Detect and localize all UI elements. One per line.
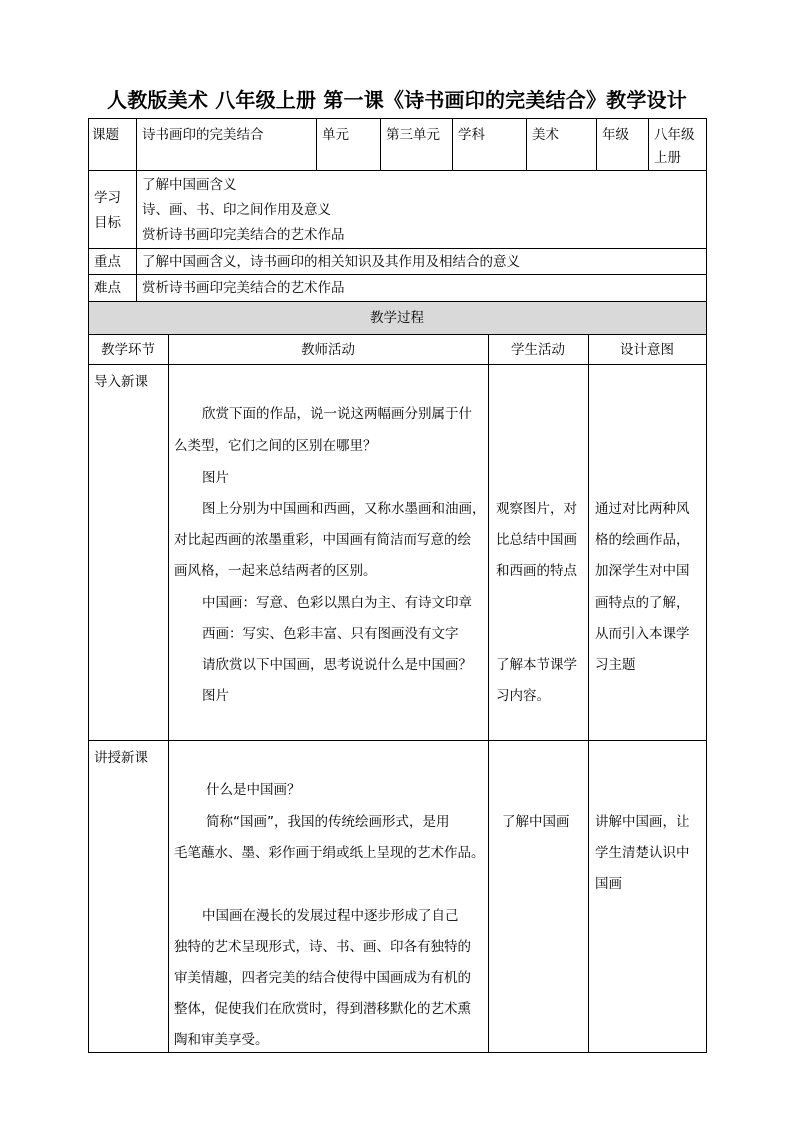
teacher-line: 中国画在漫长的发展过程中逐步形成了自己 bbox=[202, 908, 459, 924]
teacher-line: 中国画：写意、色彩以黑白为主、有诗文印章 bbox=[202, 595, 472, 611]
intent-line: 通过对比两种风 bbox=[595, 501, 690, 517]
unit-value: 第三单元 bbox=[386, 127, 440, 143]
objective-item: 了解中国画含义 bbox=[142, 177, 237, 193]
table-border bbox=[706, 118, 707, 1053]
table-border bbox=[88, 1052, 706, 1053]
table-border bbox=[88, 170, 706, 171]
teacher-line: 图片 bbox=[202, 470, 229, 486]
stage-label: 导入新课 bbox=[94, 374, 148, 390]
table-border bbox=[136, 118, 137, 301]
unit-label: 单元 bbox=[322, 127, 349, 143]
column-header: 教师活动 bbox=[301, 342, 355, 358]
objectives-label-2: 目标 bbox=[94, 215, 121, 231]
table-border bbox=[316, 118, 317, 170]
table-border bbox=[380, 118, 381, 170]
table-border bbox=[488, 334, 489, 1053]
document-title: 人教版美术 八年级上册 第一课《诗书画印的完美结合》教学设计 bbox=[107, 88, 687, 112]
teacher-line: 么类型，它们之间的区别在哪里？ bbox=[174, 438, 377, 454]
course-label: 课题 bbox=[92, 127, 119, 143]
table-border bbox=[168, 334, 169, 1053]
teacher-line: 图上分别为中国画和西画，又称水墨画和油画， bbox=[202, 501, 486, 517]
intent-line: 加深学生对中国 bbox=[595, 563, 690, 579]
table-border bbox=[88, 740, 706, 741]
teacher-line: 整体，促使我们在欣赏时，得到潜移默化的艺术熏 bbox=[174, 1001, 471, 1017]
table-border bbox=[88, 248, 706, 249]
table-border bbox=[88, 334, 706, 335]
grade-label: 年级 bbox=[602, 127, 629, 143]
table-border bbox=[88, 118, 706, 119]
teacher-line: 独特的艺术呈现形式，诗、书、画、印各有独特的 bbox=[174, 939, 471, 955]
table-border bbox=[88, 118, 89, 1053]
student-line: 了解本节课学 bbox=[496, 657, 577, 673]
subject-value: 美术 bbox=[532, 127, 559, 143]
stage-label: 讲授新课 bbox=[94, 750, 148, 766]
teacher-line: 西画：写实、色彩丰富、只有图画没有文字 bbox=[202, 626, 459, 642]
grade-value-2: 上册 bbox=[654, 150, 681, 166]
difficulty-text: 赏析诗书画印完美结合的艺术作品 bbox=[142, 280, 345, 296]
course-value: 诗书画印的完美结合 bbox=[142, 127, 264, 143]
intent-line: 国画 bbox=[595, 876, 622, 892]
table-border bbox=[596, 118, 597, 170]
table-border bbox=[526, 118, 527, 170]
key-point-text: 了解中国画含义，诗书画印的相关知识及其作用及相结合的意义 bbox=[142, 254, 520, 270]
teacher-line: 请欣赏以下中国画，思考说说什么是中国画？ bbox=[202, 657, 472, 673]
teacher-line: 简称“国画”，我国的传统绘画形式，是用 bbox=[206, 814, 450, 830]
table-border bbox=[88, 301, 706, 302]
intent-line: 习主题 bbox=[595, 657, 636, 673]
table-border bbox=[648, 118, 649, 170]
table-border bbox=[88, 274, 706, 275]
teacher-line: 对比起西画的浓墨重彩，中国画有简洁而写意的绘 bbox=[174, 532, 471, 548]
grade-value: 八年级 bbox=[654, 127, 695, 143]
column-header: 设计意图 bbox=[620, 342, 674, 358]
teacher-line: 图片 bbox=[202, 688, 229, 704]
key-point-label: 重点 bbox=[94, 254, 121, 270]
intent-line: 从而引入本课学 bbox=[595, 626, 690, 642]
table-border bbox=[88, 364, 706, 365]
teacher-line: 欣赏下面的作品，说一说这两幅画分别属于什 bbox=[202, 406, 472, 422]
student-line: 观察图片，对 bbox=[496, 501, 577, 517]
difficulty-label: 难点 bbox=[94, 280, 121, 296]
process-header: 教学过程 bbox=[370, 310, 424, 326]
intent-line: 学生清楚认识中 bbox=[595, 845, 690, 861]
student-line: 了解中国画 bbox=[502, 814, 570, 830]
teacher-line: 陶和审美享受。 bbox=[174, 1032, 269, 1048]
objective-item: 赏析诗书画印完美结合的艺术作品 bbox=[142, 227, 345, 243]
teacher-line: 毛笔蘸水、墨、彩作画于绢或纸上呈现的艺术作品。 bbox=[174, 845, 485, 861]
subject-label: 学科 bbox=[458, 127, 485, 143]
intent-line: 讲解中国画，让 bbox=[595, 814, 690, 830]
intent-line: 画特点的了解， bbox=[595, 595, 690, 611]
intent-line: 格的绘画作品， bbox=[595, 532, 690, 548]
table-border bbox=[452, 118, 453, 170]
table-border bbox=[588, 334, 589, 1053]
teacher-line: 审美情趣，四者完美的结合使得中国画成为有机的 bbox=[174, 970, 471, 986]
teacher-line: 画风格，一起来总结两者的区别。 bbox=[174, 563, 377, 579]
student-line: 和西画的特点 bbox=[496, 563, 577, 579]
column-header: 学生活动 bbox=[511, 342, 565, 358]
student-line: 比总结中国画 bbox=[496, 532, 577, 548]
column-header: 教学环节 bbox=[101, 342, 155, 358]
student-line: 习内容。 bbox=[496, 688, 550, 704]
objectives-label: 学习 bbox=[94, 190, 121, 206]
objective-item: 诗、画、书、印之间作用及意义 bbox=[142, 202, 331, 218]
teacher-line: 什么是中国画？ bbox=[206, 782, 301, 798]
